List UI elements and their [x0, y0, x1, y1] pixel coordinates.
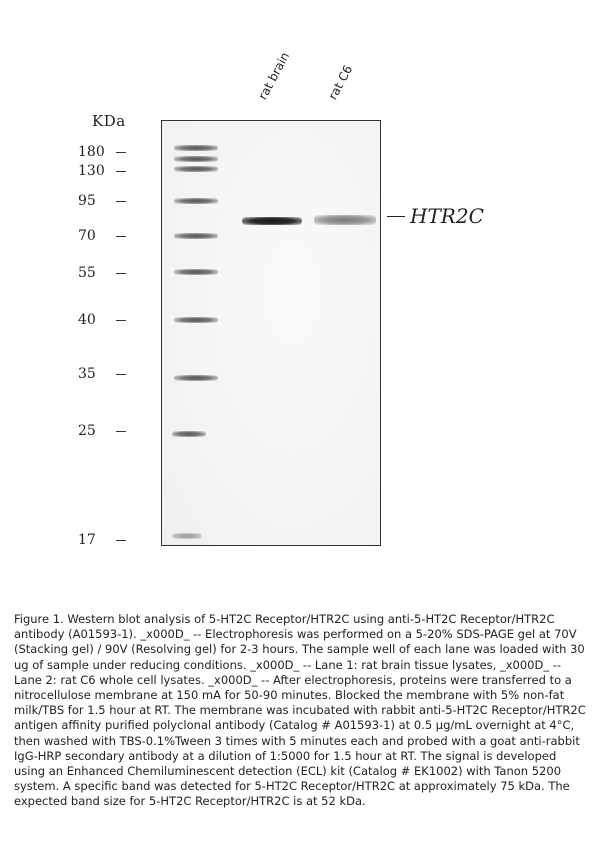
marker-25: 25: [78, 423, 130, 439]
ladder-band: [174, 375, 218, 381]
ladder-band: [174, 198, 218, 204]
target-label: HTR2C: [410, 204, 484, 228]
ladder-band: [174, 156, 218, 162]
marker-35: 35: [78, 366, 130, 382]
band-lane-rat-c6: [314, 215, 376, 225]
band-lane-rat-brain: [242, 217, 302, 225]
target-pointer-line: [387, 216, 405, 217]
marker-70: 70: [78, 228, 130, 244]
mw-unit-label: KDa: [92, 112, 126, 130]
marker-17: 17: [78, 532, 130, 548]
marker-130: 130: [78, 163, 130, 179]
blot-membrane: [161, 120, 381, 546]
marker-55: 55: [78, 265, 130, 281]
marker-95: 95: [78, 193, 130, 209]
ladder-band: [174, 145, 218, 151]
lane-label-rat-brain: rat brain: [255, 49, 293, 102]
ladder-band: [174, 269, 218, 275]
lane-label-rat-c6: rat C6: [325, 62, 356, 102]
ladder-band: [174, 317, 218, 323]
ladder-band: [172, 431, 206, 437]
ladder-band: [174, 166, 218, 172]
marker-180: 180: [78, 144, 130, 160]
ladder-band: [174, 233, 218, 239]
marker-40: 40: [78, 312, 130, 328]
ladder-band: [172, 533, 202, 539]
figure-caption: Figure 1. Western blot analysis of 5-HT2C Receptor/HTR2C using anti-5-HT2C Receptor/HTR2C antibody (A01593-1). _x000D_ -- Electrophoresis was performed on a 5-20% SDS-PAGE gel at 70V (Stacking gel) / 90V (Resolving gel) for 2-3 hours. The sample well of each lane was loaded with 30 ug of sample under reducing conditions. _x000D_ -- Lane 1: rat brain tissue lysates, _x000D_ -- Lane 2: rat C6 whole cell lysates. _x000D_ -- After electrophoresis, proteins were transferred to a nitrocellulose membrane at 150 mA for 50-90 minutes. Blocked the membrane with 5% non-fat milk/TBS for 1.5 hour at RT. The membrane was incubated with rabbit anti-5-HT2C Receptor/HTR2C antigen affinity purified polyclonal antibody (Catalog # A01593-1) at 0.5 μg/mL overnight at 4°C, then washed with TBS-0.1%Tween 3 times with 5 minutes each and probed with a goat anti-rabbit IgG-HRP secondary antibody at a dilution of 1:5000 for 1.5 hour at RT. The signal is developed using an Enhanced Chemiluminescent detection (ECL) kit (Catalog # EK1002) with Tanon 5200 system. A specific band was detected for 5-HT2C Receptor/HTR2C at approximately 75 kDa. The expected band size for 5-HT2C Receptor/HTR2C is at 52 kDa.: [14, 612, 586, 809]
